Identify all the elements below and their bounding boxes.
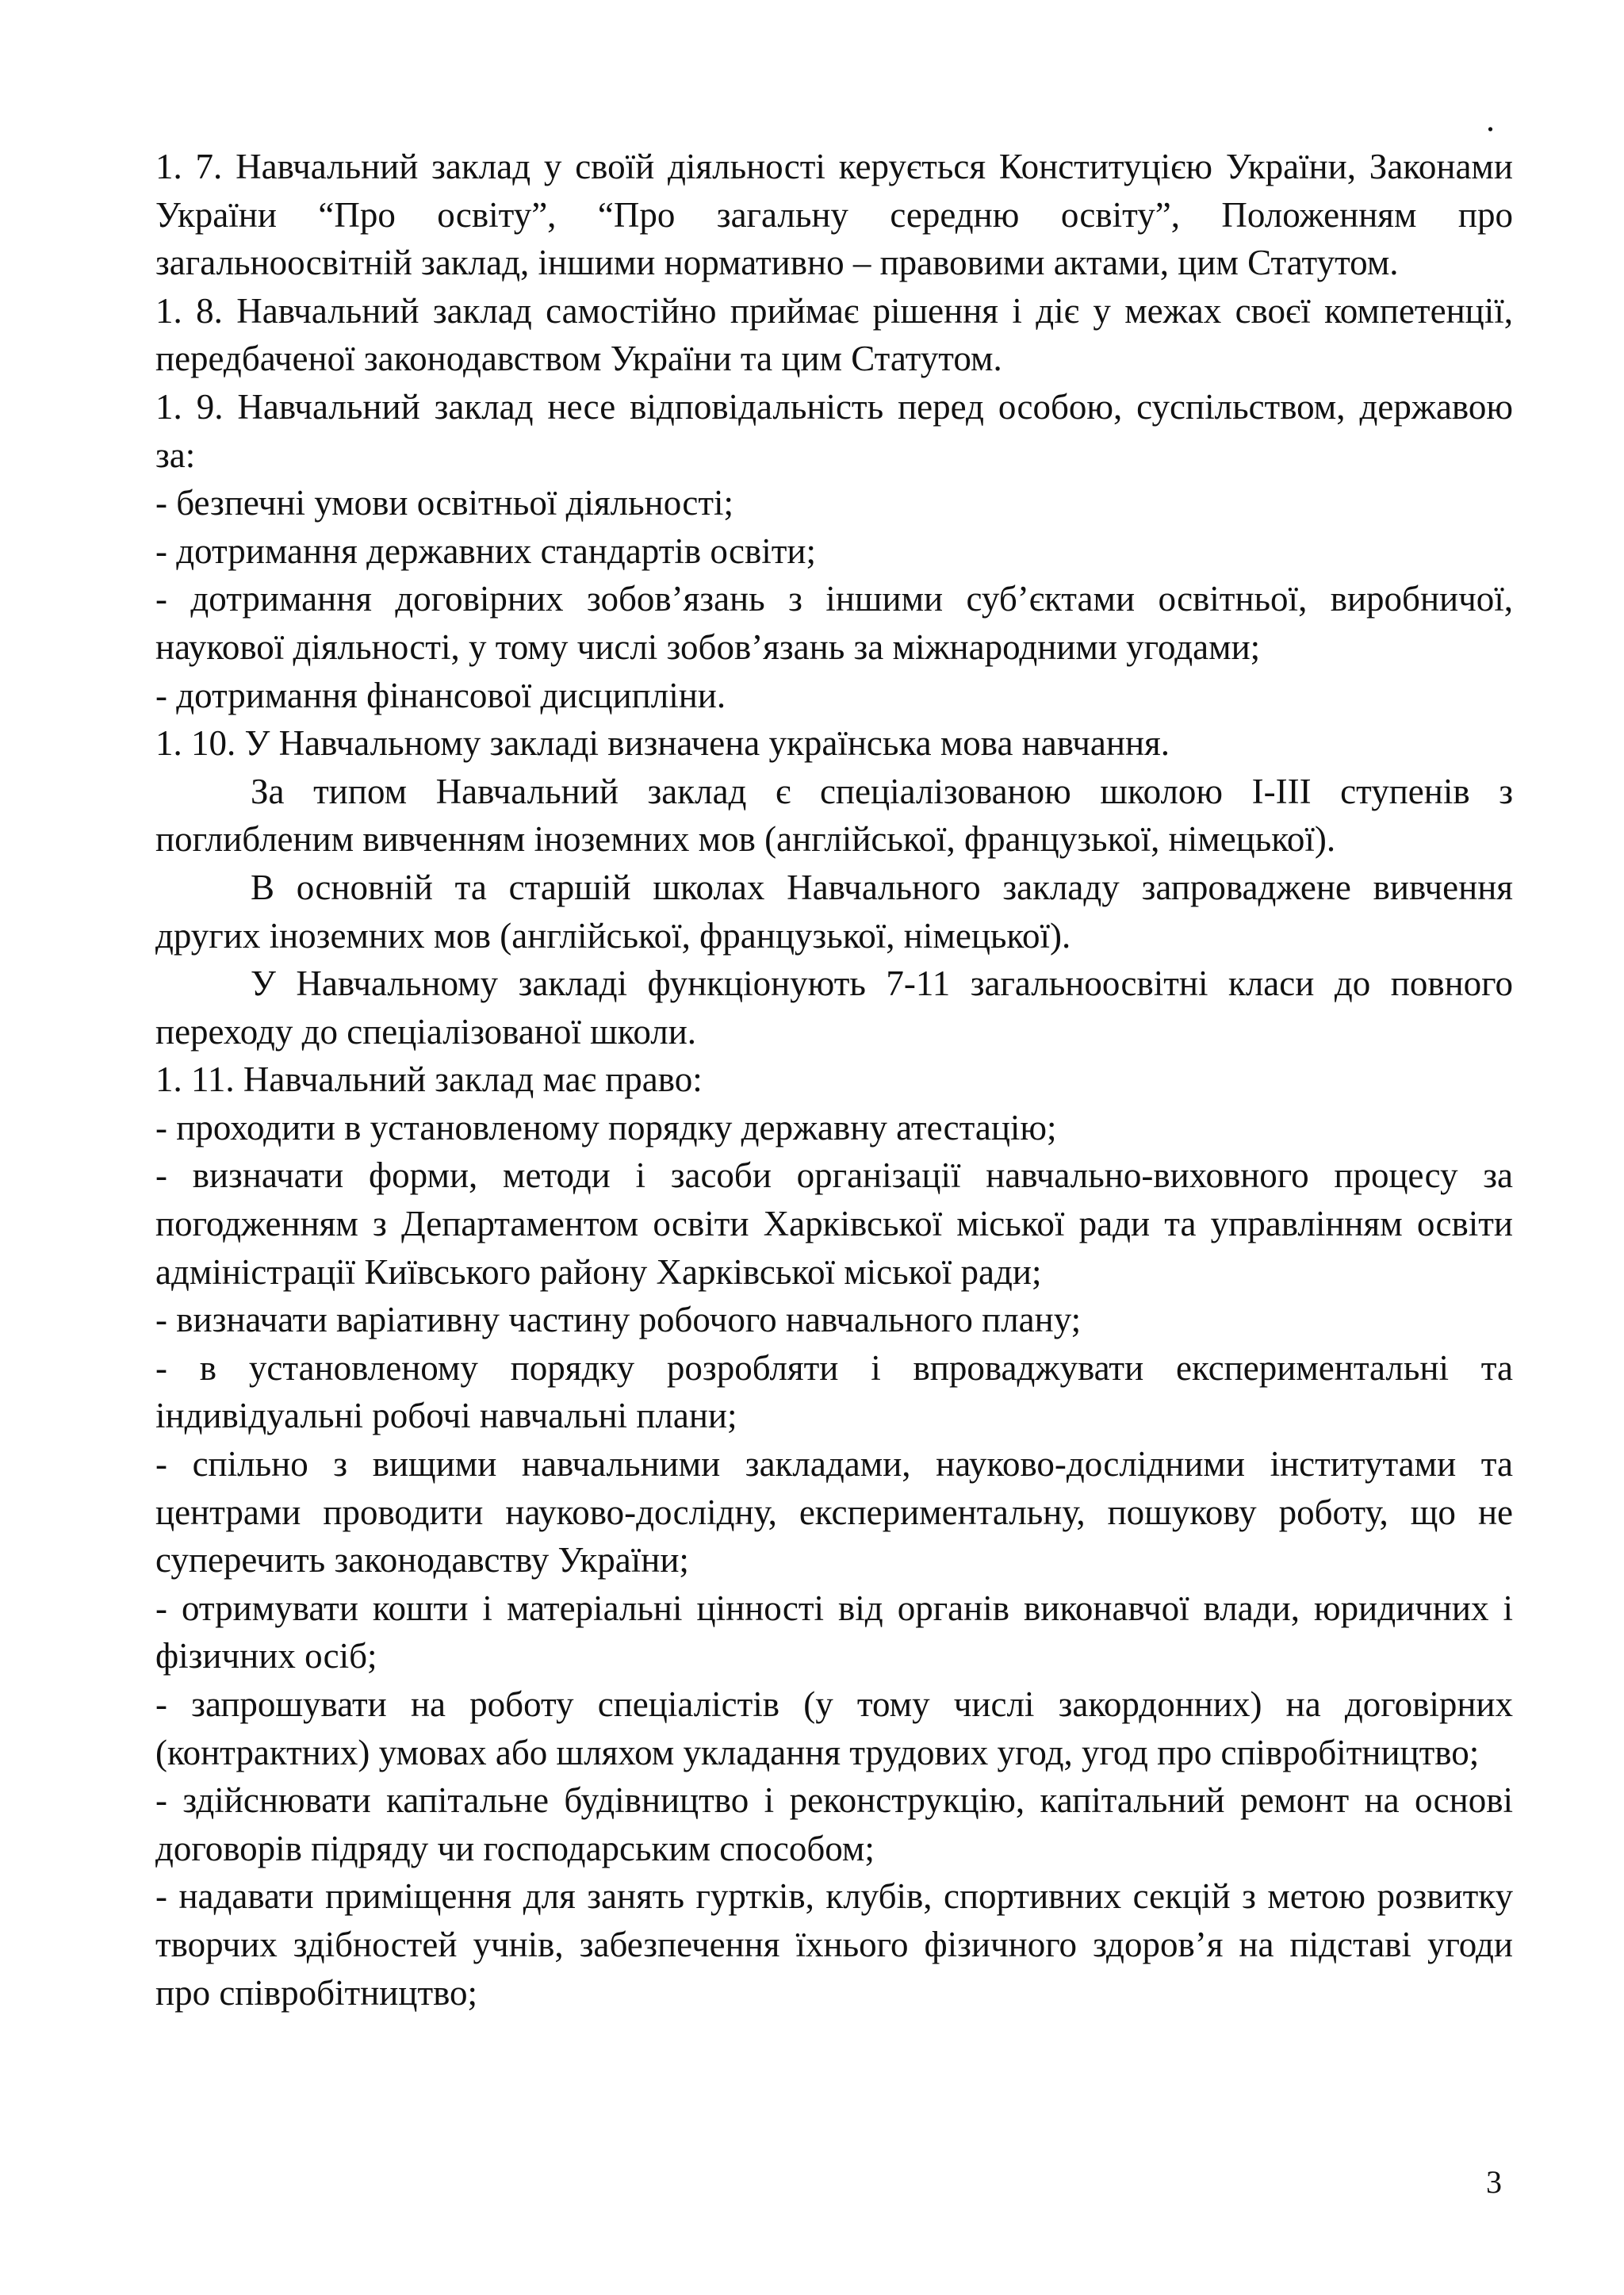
paragraph-1-10: 1. 10. У Навчальному закладі визначена українська мова навчання. xyxy=(155,723,1170,764)
list-item: - надавати приміщення для занять гуртків, клубів, спортивних секцій з метою розвитку творчих здібностей учнів, забезпечення їхнього фізичного здоров’я на підставі угоди про співробітництво; xyxy=(155,1876,1513,2013)
list-item: - здійснювати капітальне будівництво і реконструкцію, капітальний ремонт на основі договорів підряду чи господарським способом; xyxy=(155,1780,1513,1868)
list-item: - безпечні умови освітньої діяльності; xyxy=(155,483,733,523)
paragraph-1-7: 1. 7. Навчальний заклад у своїй діяльності керується Конституцією України, Законами України “Про освіту”, “Про загальну середню освіту”, Положенням про загальноосвітній заклад, іншими нормативно – правовими актами, цим Статутом. xyxy=(155,147,1513,283)
statute-text xyxy=(155,143,1513,2017)
list-item: - визначати варіативну частину робочого навчального плану; xyxy=(155,1300,1082,1340)
list-item: - в установленому порядку розробляти і впроваджувати експериментальні та індивідуальні робочі навчальні плани; xyxy=(155,1347,1513,1436)
list-item: - запрошувати на роботу спеціалістів (у тому числі закордонних) на договірних (контрактних) умовах або шляхом укладання трудових угод, угод про співробітництво; xyxy=(155,1684,1513,1772)
list-item: - дотримання договірних зобов’язань з іншими суб’єктами освітньої, виробничої, наукової діяльності, у тому числі зобов’язань за міжнародними угодами; xyxy=(155,579,1513,667)
list-item: - визначати форми, методи і засоби організації навчально-виховного процесу за погодженням з Департаментом освіти Харківської міської ради та управлінням освіти адміністрації Київського району Харківської міської ради; xyxy=(155,1155,1513,1292)
page-number: 3 xyxy=(1486,2164,1502,2200)
paragraph-1-11: 1. 11. Навчальний заклад має право: xyxy=(155,1059,703,1100)
second-languages-paragraph: В основній та старшій школах Навчального закладу запроваджене вивчення других іноземних мов (англійської, французької, німецької). xyxy=(155,867,1513,956)
list-item: - спільно з вищими навчальними закладами, науково-дослідними інститутами та центрами проводити науково-дослідну, експериментальну, пошукову роботу, що не суперечить законодавству України; xyxy=(155,1444,1513,1580)
list-item: - дотримання державних стандартів освіти; xyxy=(155,531,816,571)
list-item: - проходити в установленому порядку державну атестацію; xyxy=(155,1107,1057,1148)
list-item: - отримувати кошти і матеріальні цінності від органів виконавчої влади, юридичних і фізичних осіб; xyxy=(155,1588,1513,1676)
paragraph-1-9: 1. 9. Навчальний заклад несе відповідальність перед особою, суспільством, державою за: xyxy=(155,386,1513,475)
school-type-paragraph: За типом Навчальний заклад є спеціалізованою школою І-ІІІ ступенів з поглибленим вивченням іноземних мов (англійської, французької, німецької). xyxy=(155,771,1513,860)
header-dot: . xyxy=(1486,100,1495,139)
paragraph-1-8: 1. 8. Навчальний заклад самостійно приймає рішення і діє у межах своєї компетенції, передбаченої законодавством України та цим Статутом. xyxy=(155,290,1513,379)
list-item: - дотримання фінансової дисципліни. xyxy=(155,675,726,715)
general-classes-paragraph: У Навчальному закладі функціонують 7-11 загальноосвітні класи до повного переходу до спеціалізованої школи. xyxy=(155,964,1513,1052)
